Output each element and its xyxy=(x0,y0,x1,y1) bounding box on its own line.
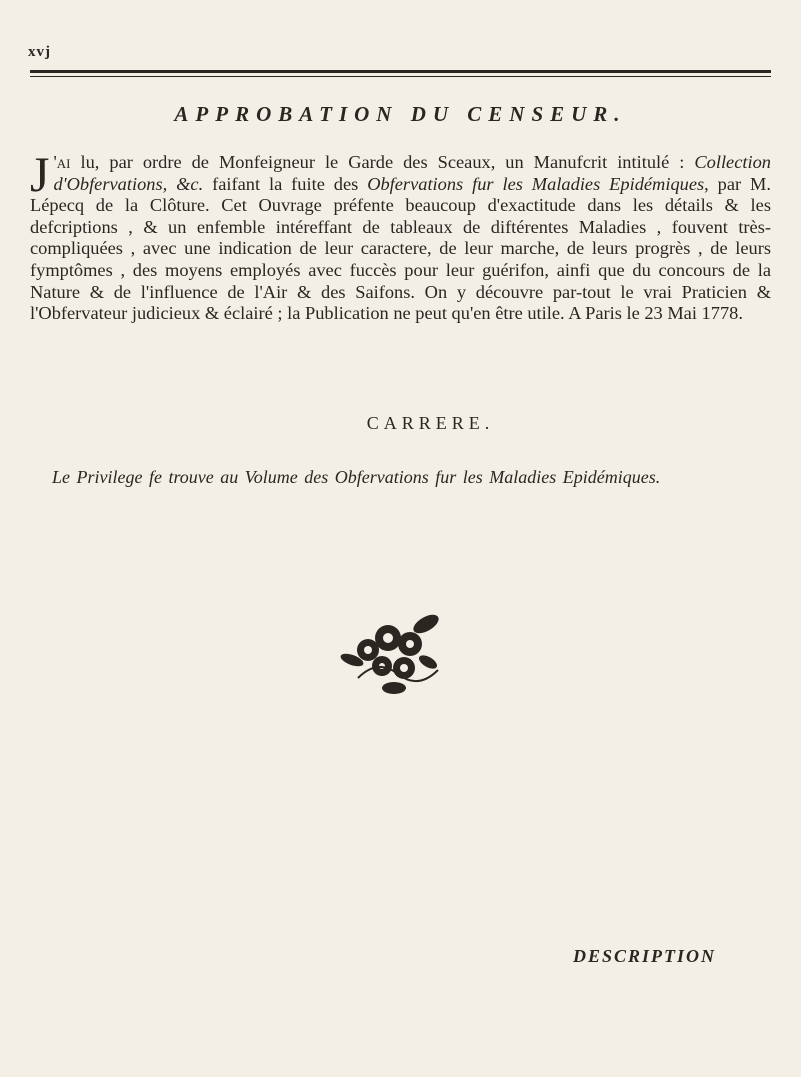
lead-word: 'ai xyxy=(53,152,71,172)
censor-signature: CARRERE. xyxy=(366,413,495,433)
work-title: Obfervations fur les Maladies Epidémiques xyxy=(367,173,705,194)
page-number: xvj xyxy=(28,44,51,60)
drop-cap: J xyxy=(30,146,50,202)
page-title: APPROBATION DU CENSEUR. xyxy=(174,102,627,126)
body-segment-2: faifant la fuite des xyxy=(203,173,368,194)
body-segment-3: , par M. Lépecq de la Clôture. Cet Ouvrage préfente beaucoup d'exactitude dans les détails & les defcriptions , & un enfemble intéreffant de tableaux de diftérentes Maladies , fouvent très-compliquées , avec une indication de leur caractere, de leur marche, de leurs progrès , de leurs fymptômes , des moyens employés avec fuccès pour leur guérifon, ainfi que du concours de la Nature & de l'influence de l'Air & des Saifons. On y découvre par-tout le vrai Praticien & l'Obfervateur judicieux & éclairé ; la Publication ne peut qu'en être utile. A Paris le 23 Mai 1778. xyxy=(30,173,771,324)
approbation-text xyxy=(30,146,771,325)
body-segment-1: lu, par ordre de Monfeigneur le Garde des Sceaux, un Manufcrit intitulé : xyxy=(70,152,695,172)
privilege-note: Le Privilege fe trouve au Volume des Obfervations fur les Maladies Epidémiques. xyxy=(52,467,661,487)
header-rule-thin xyxy=(30,76,771,77)
floral-ornament-icon xyxy=(338,608,448,698)
header-rule-thick xyxy=(30,70,771,73)
catchword: DESCRIPTION xyxy=(573,946,717,966)
manuscript-title: Collection d'Obfervations, &c. xyxy=(53,152,771,194)
